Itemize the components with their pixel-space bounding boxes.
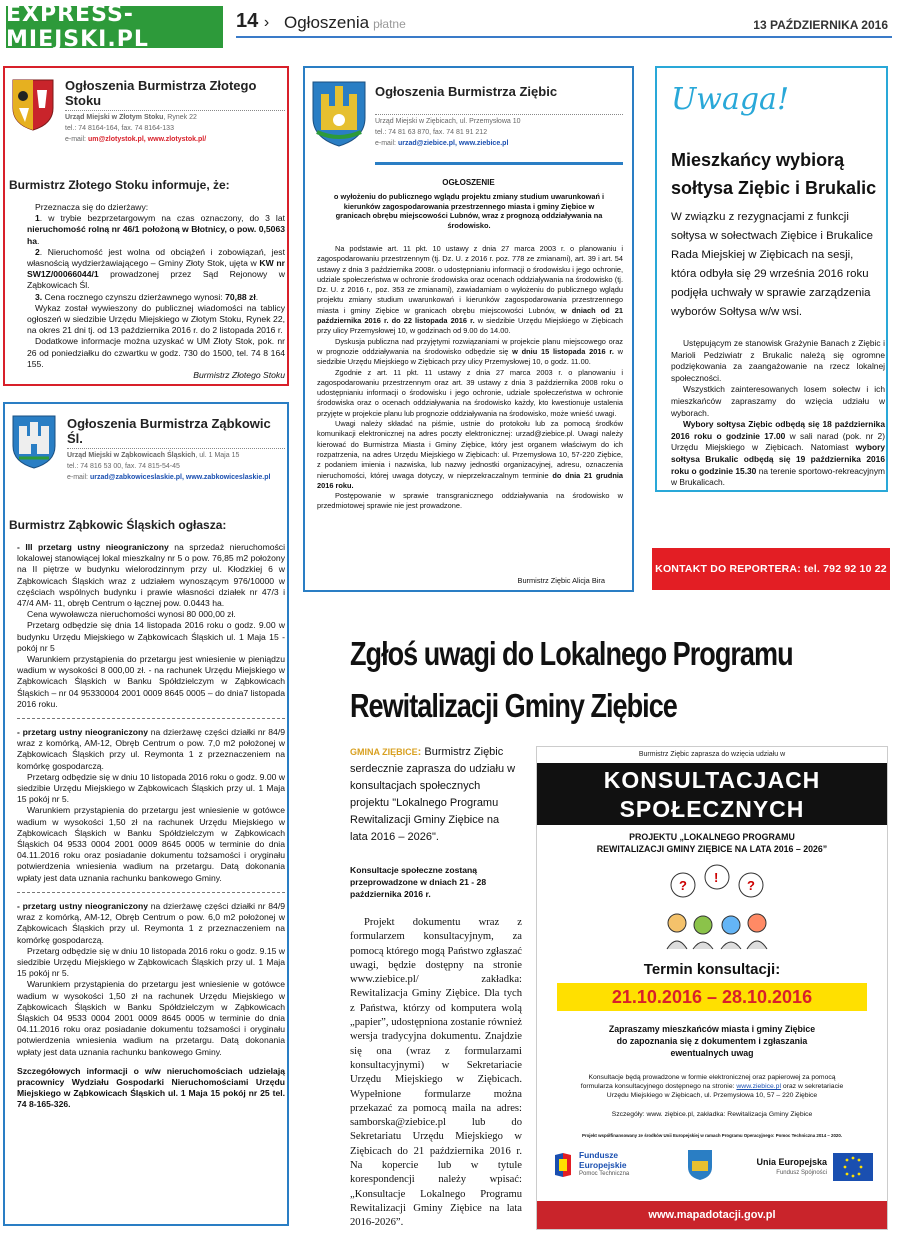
section-title: Ogłoszenia płatne <box>284 13 406 32</box>
poster-term-dates: 21.10.2016 – 28.10.2016 <box>557 983 867 1011</box>
ziebice-www-link[interactable]: , www.ziebice.pl <box>454 140 509 147</box>
eu-flag-icon <box>833 1153 873 1181</box>
zabkowice-contact: Urząd Miejski w Ząbkowicach Śląskich, ul. 1 Maja 15 tel.: 74 816 53 00, fax. 74 815-54-45 e-mail: urzad@zabkowiceslaskie.pl, www.zabkowiceslaskie.pl <box>67 452 271 481</box>
zloty-stok-notice <box>3 66 289 386</box>
zabkowice-www-link[interactable]: , www.zabkowiceslaskie.pl <box>181 474 271 481</box>
ziebice-email-link[interactable]: urzad@ziebice.pl <box>397 140 455 147</box>
notice-body: Na podstawie art. 11 pkt. 10 ustawy z dnia 27 marca 2003 r. o planowaniu i zagospodarowaniu przestrzennym (tj. Dz. U. z 2016 r. poz. 778 ze zmianami), art. 39 i art. 54 ustawy z dnia 3 października 2008r. o udostępnianiu informacji o środowisku i jego ochronie, udziale społeczeństwa w ochronie środowiska oraz ocenach oddziaływania na środowisko (tj. Dz. U. z 2016 r., poz. 353 ze zmianami), zawiadamiam o wyłożeniu do publicznego wglądu projektu zmiany studium uwarunkowań i kierunków zagospodarowania przestrzennego miasta i gminy Ziębice w granicach obrębu miejscowości Lubnów, w dniach od 21 października 2016 r. do 22 listopada 2016 r. w siedzibie Urzędu Miejskiego w Ziębicach przy ulicy Przemysłowej 10, w godzinach od 9.00 do 14.00. Dyskusja publiczna nad przyjętymi rozwiązaniami w projekcie planu miejscowego oraz w prognozie oddziaływania na środowisko odbędzie się w dniu 15 listopada 2016 r. w siedzibie Urzędu Miejskiego w Ziębicach przy ulicy Przemysłowej 10, o godz. 11.00. Zgodnie z art. 11 pkt. 11 ustawy z dnia 27 marca 2003 r. o planowaniu i zagospodarowaniu przestrzennym oraz art. 39 ustawy z dnia 3 października 2008 roku o udostępnianiu informacji o środowisku i jego ochronie, udziale społeczeństwa w ochronie środowiska oraz o ocenach oddziaływania na środowisko każdy, kto kwestionuje ustalenia przyjęte w projekcie planu lub prognozie oddziaływania na środowisko, może wnieść uwagi. Uwagi należy składać na piśmie, ustnie do protokołu lub za pomocą środków komunikacji elektronicznej na adres poczty elektronicznej: urzad@ziebice.pl. Uwagi należy kierować do Burmistrza Miasta i Gminy Ziębice, który jest organem właściwym do ich rozpatrzenia, na adres Urzędu Miejskiego w Ziębicach: ul. Przemysłowa 10, 57-220 Ziębice, z podaniem imienia i nazwiska, lub nazwy jednostki organizacyjnej, adresu, oznaczenia nieruchomości, której uwaga dotyczy, w nieprzekraczalnym terminie do dnia 21 grudnia 2016 roku. Postępowanie w sprawie transgranicznego oddziaływania na środowisko w przedmiotowej sprawie nie jest prowadzone. <box>317 244 624 511</box>
poster-footer[interactable]: www.mapadotacji.gov.pl <box>537 1201 887 1229</box>
ziebice-title: Ogłoszenia Burmistrza Ziębic <box>375 84 558 99</box>
uwaga-box <box>655 66 888 492</box>
zloty-stok-email-link[interactable]: um@zlotystok.pl <box>87 136 144 143</box>
uwaga-headline: Mieszkańcy wybiorą sołtysa Ziębic i Brukalic <box>671 150 877 198</box>
zloty-stok-body: Przeznacza się do dzierżawy: 1. w trybie bezprzetargowym na czas oznaczony, do 3 lat nieruchomość rolną nr 46/1 położoną w Błotnicy, o pow. 0,5063 ha. 2. Nieruchomość jest wolna od obciążeń i zobowiązań, jest własnością wydzierżawiającego – Gminy Złoty Stok, ujęta w KW nr SW1Z/00066044/1 prowadzonej przez Sąd Rejonowy w Ząbkowicach Śl. 3. Cena rocznego czynszu dzierżawnego wynosi: 70,88 zł. Wykaz został wywieszony do publicznej wiadomości na tablicy ogłoszeń w siedzibie Urzędu Miejskiego w Złotym Stoku, Rynek 22, na okres 21 dni tj. od 13 października 2016 r. do 2 listopada 2016 r. Dodatkowe informacje można uzyskać w UM Złoty Stok, pok. nr 26 od poniedziałku do czwartku w godz. 730 do 1500, tel. 74 8 164 155. Burmistrz Złotego Stoku <box>27 202 285 381</box>
divider <box>375 114 623 115</box>
ue-text: Unia Europejska Fundusz Spójności <box>756 1157 827 1176</box>
poster-project: PROJEKTU „LOKALNEGO PROGRAMU REWITALIZACJI GMINY ZIĘBICE NA LATA 2016 – 2026” <box>596 832 828 854</box>
page-number: 14 › <box>236 10 270 32</box>
ziebice-contact: Urząd Miejski w Ziębicach, ul. Przemysłowa 10 tel.: 74 81 63 870, fax. 74 81 91 212 e-mail: urzad@ziebice.pl, www.ziebice.pl <box>375 118 521 147</box>
notice-title: OGŁOSZENIE <box>442 178 495 187</box>
header-rule <box>236 36 892 38</box>
article-lead: GMINA ZIĘBICE: Burmistrz Ziębic serdecznie zaprasza do udziału w konsultacjach społecznych projektu "Lokalnego Programu Rewitalizacji Gminy Ziębice na lata 2016 – 2026". <box>350 746 516 843</box>
fundusze-europejskie-logo-icon <box>553 1151 573 1179</box>
notice-signature: Burmistrz Ziębic Alicja Bira <box>517 576 605 585</box>
poster-term-label: Termin konsultacji: <box>643 961 781 978</box>
consultation-poster <box>536 746 888 1230</box>
separator <box>17 892 285 893</box>
article-headline-line2: Rewitalizacji Gminy Ziębice <box>350 687 677 724</box>
issue-date: 13 PAŹDZIERNIKA 2016 <box>753 18 888 32</box>
zabkowice-email-link[interactable]: urzad@zabkowiceslaskie.pl <box>89 474 182 481</box>
zloty-stok-www-link[interactable]: , www.zlotystok.pl/ <box>143 136 207 143</box>
zloty-stok-crest-icon <box>11 78 55 132</box>
uwaga-title: Uwaga! <box>671 82 789 117</box>
uwaga-body: Ustępującym ze stanowisk Grażynie Banach z Ziębic i Marioli Pedziwiatr z Brukalic należą się ogromne podziękowania za zaangażowanie na rzecz lokalnej społeczności. Wszystkich zainteresowanych losem sołectw i ich mieszkańców zapraszamy do wzięcia udziału w wyborach. Wybory sołtysa Ziębic odbędą się 18 października 2016 roku o godzinie 17.00 w sali narad (pok. nr 2) Urzędu Miejskiego w Ziębicach. Natomiast wybory sołtysa Brukalic odbędą się 19 października 2016 roku o godzinie 15.30 na terenie sportowo-rekreacyjnym w Brukalicach. <box>671 338 886 488</box>
zabkowice-crest-icon <box>11 414 57 470</box>
poster-link[interactable]: www.ziebice.pl <box>736 1083 781 1090</box>
zabkowice-body: - III przetarg ustny nieograniczony na sprzedaż nieruchomości lokalowej stanowiącej lokal mieszkalny nr 5 o pow. 76,85 m2 położony na II piętrze w budynku wielorodzinnym przy ul. Kłodzkiej 6 w Ząbkowicach Śląskich wraz z udziałem wynoszącym 976/10000 w częściach wspólnych budynku i prawie własności działek nr 47/3 i 47/4 AM- 11, obręb Centrum o łącznej pow. 0.0443 ha. Cena wywoławcza nieruchomości wynosi 80 000,00 zł. Przetarg odbędzie się dnia 14 listopada 2016 roku o godz. 9.00 w budynku Urzędu Miejskiego w Ząbkowicach Śląskich ul. 1 Maja 15 - pokój nr 5 Warunkiem przystąpienia do przetargu jest wniesienie w pieniądzu wadium w wysokości 8 000,00 zł. - na rachunek Urzędu Miejskiego w Ząbkowicach Śląskich w Banku Spółdzielczym w Ząbkowicach Śląskich – nr 04 95330004 2001 0009 8645 0005 – do dnia7 listopada 2016 roku. - przetarg ustny nieograniczony na dzierżawę części działki nr 84/9 wraz z komórką, AM-12, Obręb Centrum o pow. 7,0 m2 położonej w Ząbkowicach Śląskich przy ul. Reymonta 1 z przeznaczeniem na komórkę gospodarczą. Przetarg odbędzie się w dniu 10 listopada 2016 roku o godz. 9.00 w siedzibie Urzędu Miejskiego w Ząbkowicach Śląskich przy ul. 1 Maja 15 pokój nr 5. Warunkiem przystąpienia do przetargu jest wniesienie w gotówce wadium w wysokości 1,50 zł na rachunek Urzędu Miejskiego w Ząbkowicach Śląskich w Banku Spółdzielczym w Ząbkowicach Śląskich 04 9533 0004 2001 0009 8645 0005 w terminie do dnia 04.11.2016 roku oraz posiadanie dokumentu tożsamości i oryginału potwierdzenia wniesienia wadium na przetargu. Datą dokonania wpłaty jest data uznania rachunku bankowego Gminy. - przetarg ustny nieograniczony na dzierżawę części działki nr 84/9 wraz z komórką, AM-12, Obręb Centrum o pow. 6,0 m2 położonej w Ząbkowicach Śląskich przy ul. Reymonta 1 z przeznaczeniem na komórkę gospodarczą. Przetarg odbędzie się w dniu 10 listopada 2016 roku o godz. 9.15 w siedzibie Urzędu Miejskiego w Ząbkowicach Śląskich przy ul. 1 Maja 15 pokój nr 5. Warunkiem przystąpienia do przetargu jest wniesienie w gotówce wadium w wysokości 1,50 zł na rachunek Urzędu Miejskiego w Ząbkowicach Śląskich w Banku Spółdzielczym w Ząbkowicach Śląskich 04 9533 0004 2001 0009 8645 0005 w terminie do dnia 04.11.2016 roku oraz posiadanie dokumentu tożsamości i oryginału potwierdzenia wniesienia wadium na przetargu. Datą dokonania wpłaty jest data uznania rachunku bankowego Gminy. Szczegółowych informacji o w/w nieruchomościach udzielają pracownicy Wydziału Gospodarki Nieruchomościami Urzędu Miejskiego w Ząbkowicach Śląskich ul. 1 Maja 15 pokój nr 25 tel. 74 8-165-326. <box>17 542 286 1110</box>
site-logo[interactable]: EXPRESS-MIEJSKI.PL <box>6 6 223 48</box>
zloty-stok-contact: Urząd Miejski w Złotym Stoku, Rynek 22 tel.: 74 8164-164, fax. 74 8164-133 e-mail: um@zlotystok.pl, www.zlotystok.pl/ <box>65 114 207 143</box>
article-body: Projekt dokumentu wraz z formularzem konsultacyjnym, za pomocą którego mogą Państwo zgłaszać uwagi, będzie dostępny na stronie www.ziebice.pl/ zakładka: Rewitalizacja Gminy Ziębice. Dla tych z Państwa, którzy od komputera wolą „papier”, udostępniona zostanie również wersja tradycyjna dokumentu. Znajdzie się ona (wraz z formularzami konsultacyjnymi) w Sekretariacie Urzędu Miejskiego w Ziębicach. Wypełnione formularze można przekazać za pomocą maila na adres: samborska@ziebice.pl lub do Sekretariatu Urzędu Miejskiego w Ziębicach do 21 października 2016 r. Na kopercie lub w tytule korespondencji należy wpisać: „Konsultacje Lokalnego Programu Rewitalizacji Gminy Ziębice na lata 2016-2026”. <box>350 917 522 1229</box>
zabkowice-notice <box>3 402 289 1226</box>
svg-text:?: ? <box>679 878 687 893</box>
ziebice-small-crest-icon <box>687 1149 713 1181</box>
poster-details: Szczegóły: www. ziębice.pl, zakładka: Rewitalizacja Gminy Ziębice <box>611 1111 813 1118</box>
poster-details-small: Konsultacje będą prowadzone w formie elektronicznej oraz papierowej za pomocą formularza konsultacyjnego dostępnego na stronie: www.ziebice.pl oraz w sekretariacie Urzędu Miejskiego w Ziębicach, ul. Przemysłowa 10, 57 – 220 Ziębice <box>580 1074 844 1099</box>
ziebice-rule <box>375 162 623 165</box>
fundusze-text: Fundusze Europejskie Pomoc Techniczna <box>579 1150 630 1178</box>
svg-text:!: ! <box>714 870 719 885</box>
divider <box>67 448 285 449</box>
article-bold-note: Konsultacje społeczne zostaną przeprowadzone w dniach 21 - 28 października 2016 r. <box>350 865 487 899</box>
zabkowice-heading: Burmistrz Ząbkowic Śląskich ogłasza: <box>9 518 227 532</box>
reporter-contact-banner[interactable]: KONTAKT DO REPORTERA: tel. 792 92 10 22 <box>652 548 890 590</box>
separator <box>17 718 285 719</box>
divider <box>65 110 285 111</box>
ziebice-notice <box>303 66 634 592</box>
svg-text:?: ? <box>747 878 755 893</box>
article-headline-line1: Zgłoś uwagi do Lokalnego Programu <box>350 635 793 672</box>
zloty-stok-heading: Burmistrz Złotego Stoku informuje, że: <box>9 178 230 192</box>
poster-banner: KONSULTACJACH SPOŁECZNYCH <box>537 763 887 825</box>
ziebice-crest-icon <box>311 80 367 148</box>
speech-bubbles-icon <box>647 863 787 951</box>
zloty-stok-title: Ogłoszenia Burmistrza Złotego Stoku <box>65 78 257 108</box>
poster-invite: Zapraszamy mieszkańców miasta i gminy Ziębice do zapoznania się z dokumentem i zgłaszania ewentualnych uwag <box>608 1024 816 1058</box>
zabkowice-title: Ogłoszenia Burmistrza Ząbkowic Śl. <box>67 416 271 446</box>
poster-cofund: Projekt współfinansowany ze środków Unii Europejskiej w ramach Programu Operacyjnego: Pomoc Techniczna 2014 – 2020. <box>581 1133 843 1138</box>
notice-subtitle: o wyłożeniu do publicznego wglądu projektu zmiany studium uwarunkowań i kierunków zagospodarowania przestrzennego miasta i gminy Ziębice w granicach obrębu miejscowości Lubnów, wraz z prognozą oddziaływania na środowisko. <box>333 192 605 230</box>
poster-intro: Burmistrz Ziębic zaprasza do wzięcia udziału w <box>537 747 887 758</box>
uwaga-lead: W związku z rezygnacjami z funkcji sołtysa w sołectwach Ziębice i Brukalice Rada Miejskiej w Ziębicach na sesji, która odbyła się 29 września 2016 roku podjęła uchwały w sprawie zarządzenia wyborów Sołtysa w/w wsi. <box>671 211 873 318</box>
